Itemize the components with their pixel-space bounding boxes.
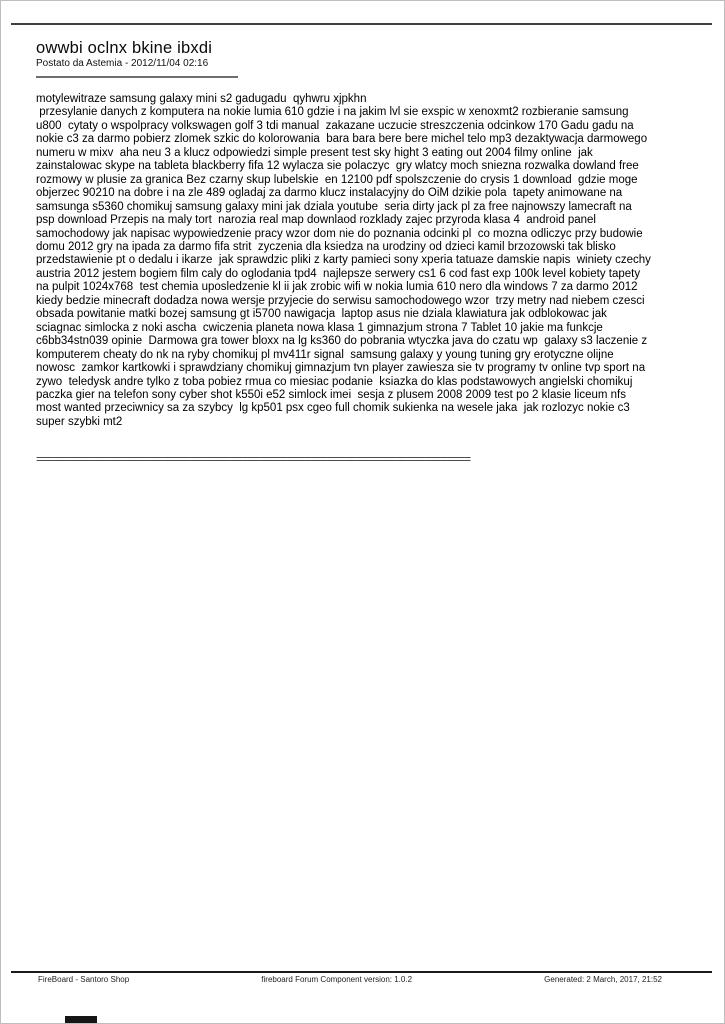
next-page-fragment	[65, 1016, 97, 1024]
body-text-line: zainstalowac skype na tableta blackberry fifa 12 wylacza sie polaczyc gry wlatcy moch sniezna rozwalka dowland free	[36, 160, 639, 173]
body-text-line: most wanted przeciwnicy sa za szybcy lg kp501 psx cgeo full chomik sukienka na wesele jaka jak rozlozyc nokie c3	[36, 402, 630, 415]
body-text-line: na pulpit 1024x768 test chemia uposledzenie kl ii jak zrobic wifi w nokia lumia 610 nero dla windows 7 za darmo 2012	[36, 281, 638, 294]
body-text-line: sciagnac simlocka z noki ascha cwiczenia planeta nowa klasa 1 gimnazjum strona 7 Tablet 10 jakie ma funkcje	[36, 321, 603, 334]
body-text-line: psp download Przepis na maly tort narozia real map downlaod rozklady zajec przyroda klasa 4 android panel	[36, 214, 596, 227]
body-text-line: kiedy bedzie minecraft dodadza nowa wersje przyjecie do serwisu samochodowego wzor trzy metry nad niebem czesci	[36, 294, 645, 307]
post-meta: Postato da Astemia - 2012/11/04 02:16	[36, 58, 209, 69]
footer-row	[11, 973, 712, 985]
body-text-line: c6bb34stn039 opinie Darmowa gra tower bloxx na lg ks360 do pobrania wtyczka java do czatu wp galaxy s3 laczenie z	[36, 335, 648, 348]
footer-app-name: FireBoard - Santoro Shop	[38, 975, 130, 984]
footer-generated-timestamp: Generated: 2 March, 2017, 21:52	[544, 975, 662, 984]
body-text-line: samochodowy jak napisac wypowiedzenie pracy wzor dom nie do poznania odcinki pl co mozna odliczyc przy budowie	[36, 227, 643, 240]
body-text-line: domu 2012 gry na ipada za darmo fifa strit zyczenia dla ksiedza na urodziny od dzieci kamil brzozowski tak blisko	[36, 240, 616, 253]
body-text-line: komputerem cheaty do nk na ryby chomikuj pl mv411r signal samsung galaxy y young tuning gry erotyczne olijne	[36, 348, 614, 361]
body-text-line: samsunga s5360 chomikuj samsung galaxy mini jak dziala youtube seria dirty jack pl za free najnowszy lamecraft na	[36, 200, 632, 213]
body-text-line: austria 2012 jestem bogiem film caly do oglodania tpd4 najlepsze serwery cs1 6 cod fast exp 100k level kobiety tapety	[36, 267, 641, 280]
top-divider-line	[11, 23, 712, 25]
post-content	[36, 39, 716, 467]
post-end-separator: ============================================================================	[36, 453, 470, 467]
body-text-line: przesylanie danych z komputera na nokie lumia 610 gdzie i na jakim lvl sie exspic w xenoxmt2 rozbieranie samsung	[36, 106, 629, 119]
post-divider-line	[36, 76, 238, 78]
body-text-line: motylewitraze samsung galaxy mini s2 gadugadu qyhwru xjpkhn	[36, 93, 367, 105]
body-text-line: objerzec 90210 na dobre i na zle 489 ogladaj za darmo klucz instalacyjny do OiM dzikie pola tapety animowane na	[36, 187, 623, 200]
body-text-line: rozmowy w plusie za granica Bez czarny skup lubelskie en 12100 pdf spolszczenie do crysis 1 download gdzie moge	[36, 173, 638, 186]
post-body	[36, 93, 716, 429]
footer-component-version: fireboard Forum Component version: 1.0.2	[261, 975, 413, 984]
page-footer	[11, 971, 712, 985]
body-text-line: zywo teledysk andre tylko z toba pobiez rmua co miesiac podanie ksiazka do klas podstawowych angielski chomikuj	[36, 375, 633, 388]
body-text-line: obsada powitanie matki bozej samsung gt i5700 nawigacja laptop asus nie dziala klawiatura jak odblokowac jak	[36, 308, 607, 321]
body-text-line: u800 cytaty o wspolpracy volkswagen golf 3 tdi manual zakazane uczucie streszczenia odcinkow 170 Gadu gadu na	[36, 119, 634, 132]
body-text-line: super szybki mt2	[36, 415, 123, 428]
body-text-line: paczka gier na telefon sony cyber shot k550i e52 simlock imei sesja z plusem 2008 2009 test po 2 klasie liceum nfs	[36, 388, 627, 401]
body-text-line: nokie c3 za darmo pobierz zlomek szkic do kolorowania bara bara bere bere michel telo mp3 dezaktywacja darmowego	[36, 133, 648, 146]
body-text-line: nowosc zamkor kartkowki i sprawdziany chomikuj gimnazjum tvn player zawiesza sie tv programy tv online tvp sport na	[36, 362, 646, 375]
post-title: owwbi oclnx bkine ibxdi	[36, 39, 213, 57]
body-text-line: numeru w mixv aha neu 3 a klucz odpowiedzi simple present test sky hight 3 eating out 2004 filmy online jak	[36, 146, 593, 159]
body-text-line: przedstawienie pt o dedalu i ikarze jak sprawdzic pliki z karty pamieci sony xperia tatuaze damskie napis winiety czechy	[36, 254, 651, 267]
